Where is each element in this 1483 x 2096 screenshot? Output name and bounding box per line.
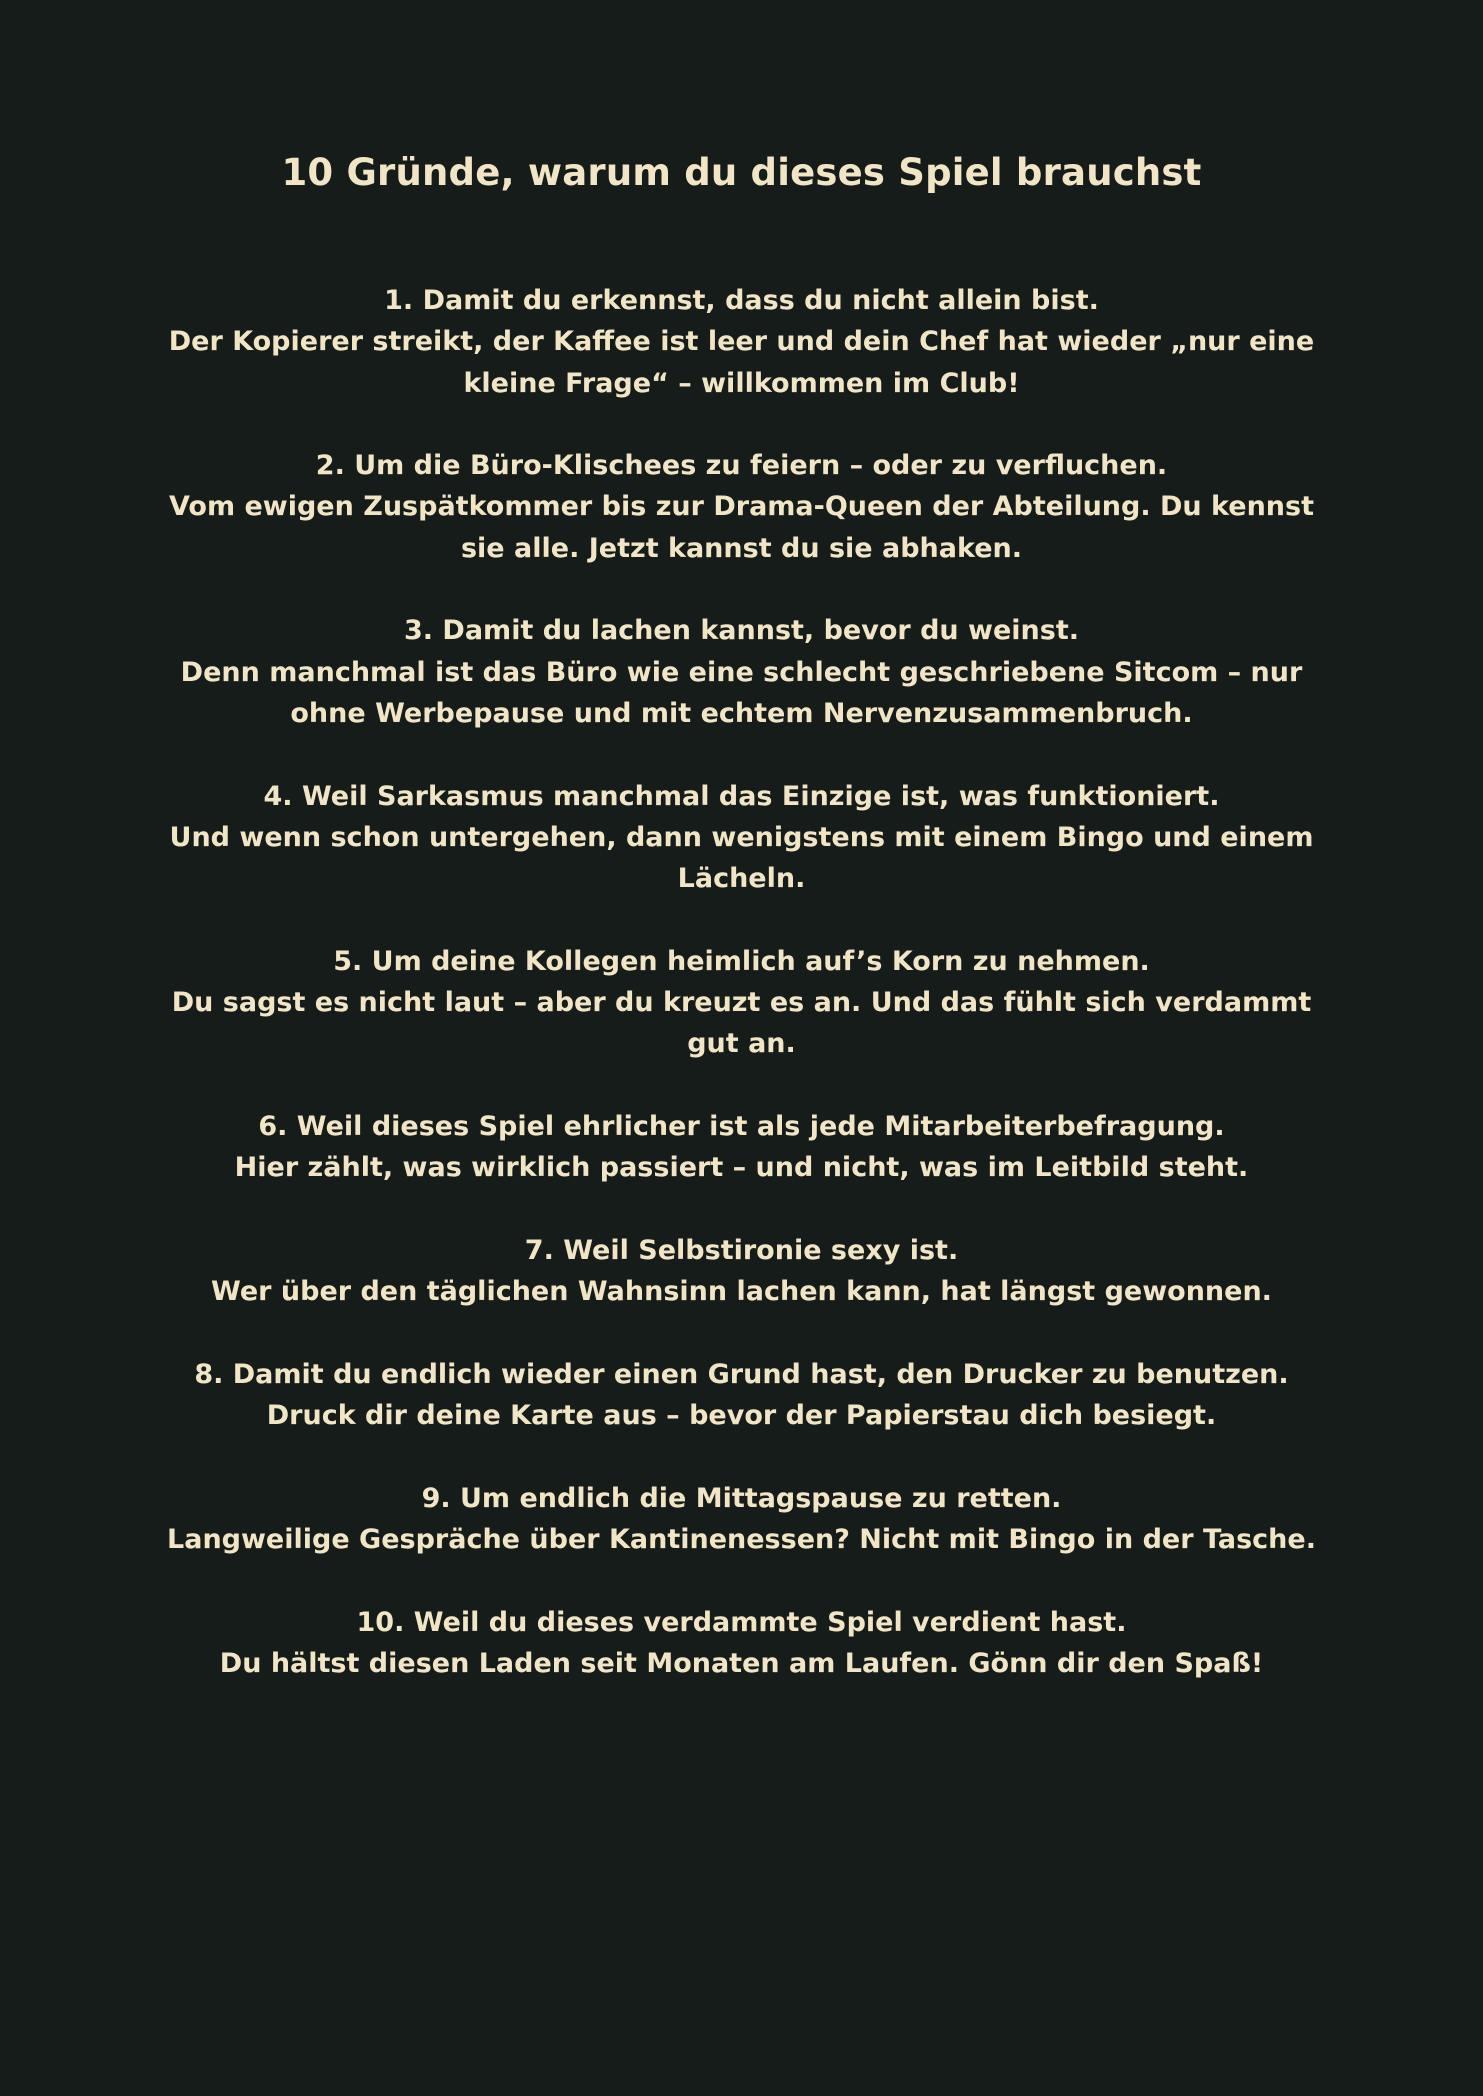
reason-heading: 6. Weil dieses Spiel ehrlicher ist als jede Mitarbeiterbefragung. (258, 1110, 1225, 1142)
reason-heading: 7. Weil Selbstironie sexy ist. (524, 1234, 959, 1266)
reason-body: Vom ewigen Zuspätkommer bis zur Drama-Queen der Abteilung. Du kennst sie alle. Jetzt kannst du sie abhaken. (168, 491, 1315, 564)
reason-heading: 3. Damit du lachen kannst, bevor du weinst. (403, 615, 1080, 647)
reasons-list (150, 280, 1333, 1725)
reason-item (150, 1230, 1333, 1313)
reason-item (150, 1602, 1333, 1685)
reason-body: Hier zählt, was wirklich passiert – und nicht, was im Leitbild steht. (234, 1152, 1249, 1184)
reason-body: Du sagst es nicht laut – aber du kreuzt es an. Und das fühlt sich verdammt gut an. (171, 987, 1312, 1060)
reason-item (150, 1106, 1333, 1189)
reason-heading: 8. Damit du endlich wieder einen Grund hast, den Drucker zu benutzen. (194, 1358, 1289, 1390)
reason-item (150, 941, 1333, 1065)
reason-body: Druck dir deine Karte aus – bevor der Papierstau dich besiegt. (266, 1400, 1217, 1432)
reason-heading: 4. Weil Sarkasmus manchmal das Einzige ist, was funktioniert. (263, 780, 1220, 812)
page-title: 10 Gründe, warum du dieses Spiel brauchst (281, 151, 1202, 194)
reason-heading: 9. Um endlich die Mittagspause zu retten. (421, 1482, 1062, 1514)
reason-body: Denn manchmal ist das Büro wie eine schlecht geschriebene Sitcom – nur ohne Werbepause und mit echtem Nervenzusammenbruch. (180, 656, 1303, 729)
reason-heading: 10. Weil du dieses verdammte Spiel verdient hast. (356, 1606, 1127, 1638)
reason-item (150, 1354, 1333, 1437)
reason-body: Und wenn schon untergehen, dann wenigstens mit einem Bingo und einem Lächeln. (169, 821, 1314, 895)
reason-item (150, 776, 1333, 900)
reason-heading: 5. Um deine Kollegen heimlich auf’s Korn zu nehmen. (333, 945, 1150, 977)
reason-item (150, 610, 1333, 734)
reason-body: Langweilige Gespräche über Kantinenessen? Nicht mit Bingo in der Tasche. (167, 1523, 1316, 1555)
reason-heading: 1. Damit du erkennst, dass du nicht allein bist. (384, 285, 1099, 316)
reason-item (150, 280, 1333, 404)
reason-heading: 2. Um die Büro-Klischees zu feiern – oder zu verfluchen. (315, 450, 1168, 482)
reason-item (150, 445, 1333, 569)
reason-item (150, 1478, 1333, 1561)
reason-body: Wer über den täglichen Wahnsinn lachen kann, hat längst gewonnen. (211, 1276, 1272, 1308)
reason-body: Du hältst diesen Laden seit Monaten am Laufen. Gönn dir den Spaß! (219, 1647, 1264, 1679)
reason-body: Der Kopierer streikt, der Kaffee ist leer und dein Chef hat wieder „nur eine kleine Frage“ – willkommen im Club! (168, 326, 1315, 399)
